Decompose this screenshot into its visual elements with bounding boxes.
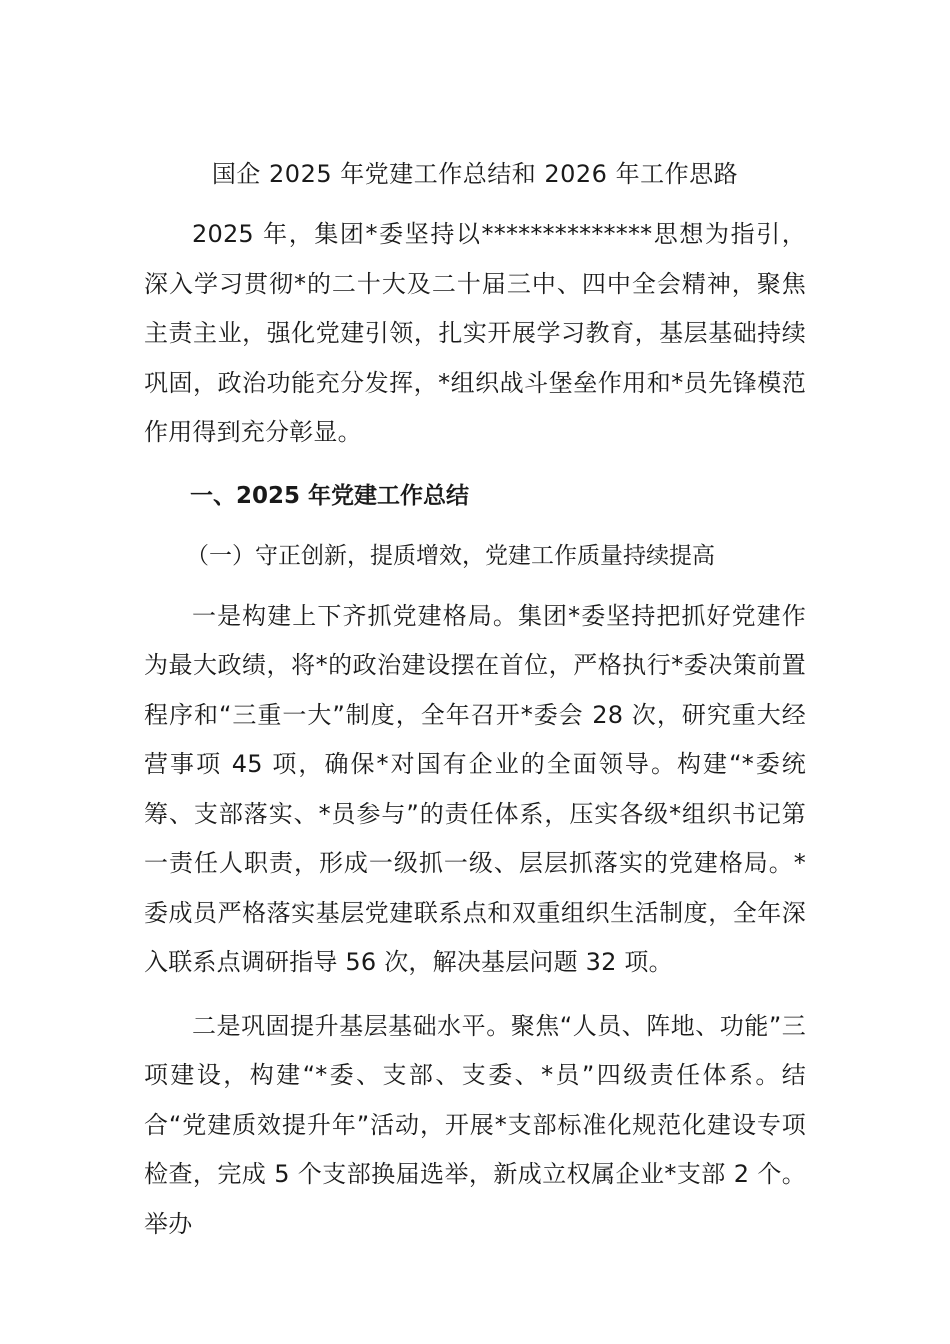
spacer [144, 458, 806, 472]
body-paragraph-1: 一是构建上下齐抓党建格局。集团*委坚持把抓好党建作为最大政绩，将*的政治建设摆在首位，严格执行*委决策前置程序和“三重一大”制度，全年召开*委会 28 次，研究重大经营事项 45 项，确保*对国有企业的全面领导。构建“*委统筹、支部落实、*员参与”的责任体系，压实各级*组织书记第一责任人职责，形成一级抓一级、层层抓落实的党建格局。*委成员严格落实基层党建联系点和双重组织生活制度，全年深入联系点调研指导 56 次，解决基层问题 32 项。 [144, 601, 806, 976]
spacer [144, 580, 806, 592]
section-heading: 一、2025 年党建工作总结 [190, 482, 470, 509]
spacer [144, 198, 806, 210]
spacer [144, 988, 806, 1002]
subsection-heading: （一）守正创新，提质增效，党建工作质量持续提高 [186, 542, 715, 569]
document-title: 国企 2025 年党建工作总结和 2026 年工作思路 [211, 160, 739, 188]
spacer [144, 520, 806, 532]
body-paragraph-2: 二是巩固提升基层基础水平。聚焦“人员、阵地、功能”三项建设，构建“*委、支部、支委、*员”四级责任体系。结合“党建质效提升年”活动，开展*支部标准化规范化建设专项检查，完成 5 个支部换届选举，新成立权属企业*支部 2 个。举办 [144, 1011, 806, 1238]
intro-paragraph: 2025 年，集团*委坚持以**************思想为指引，深入学习贯彻*的二十大及二十届三中、四中全会精神，聚焦主责主业，强化党建引领，扎实开展学习教育，基层基础持续巩固，政治功能充分发挥，*组织战斗堡垒作用和*员先锋模范作用得到充分彰显。 [144, 220, 806, 446]
document-page [144, 150, 806, 1249]
